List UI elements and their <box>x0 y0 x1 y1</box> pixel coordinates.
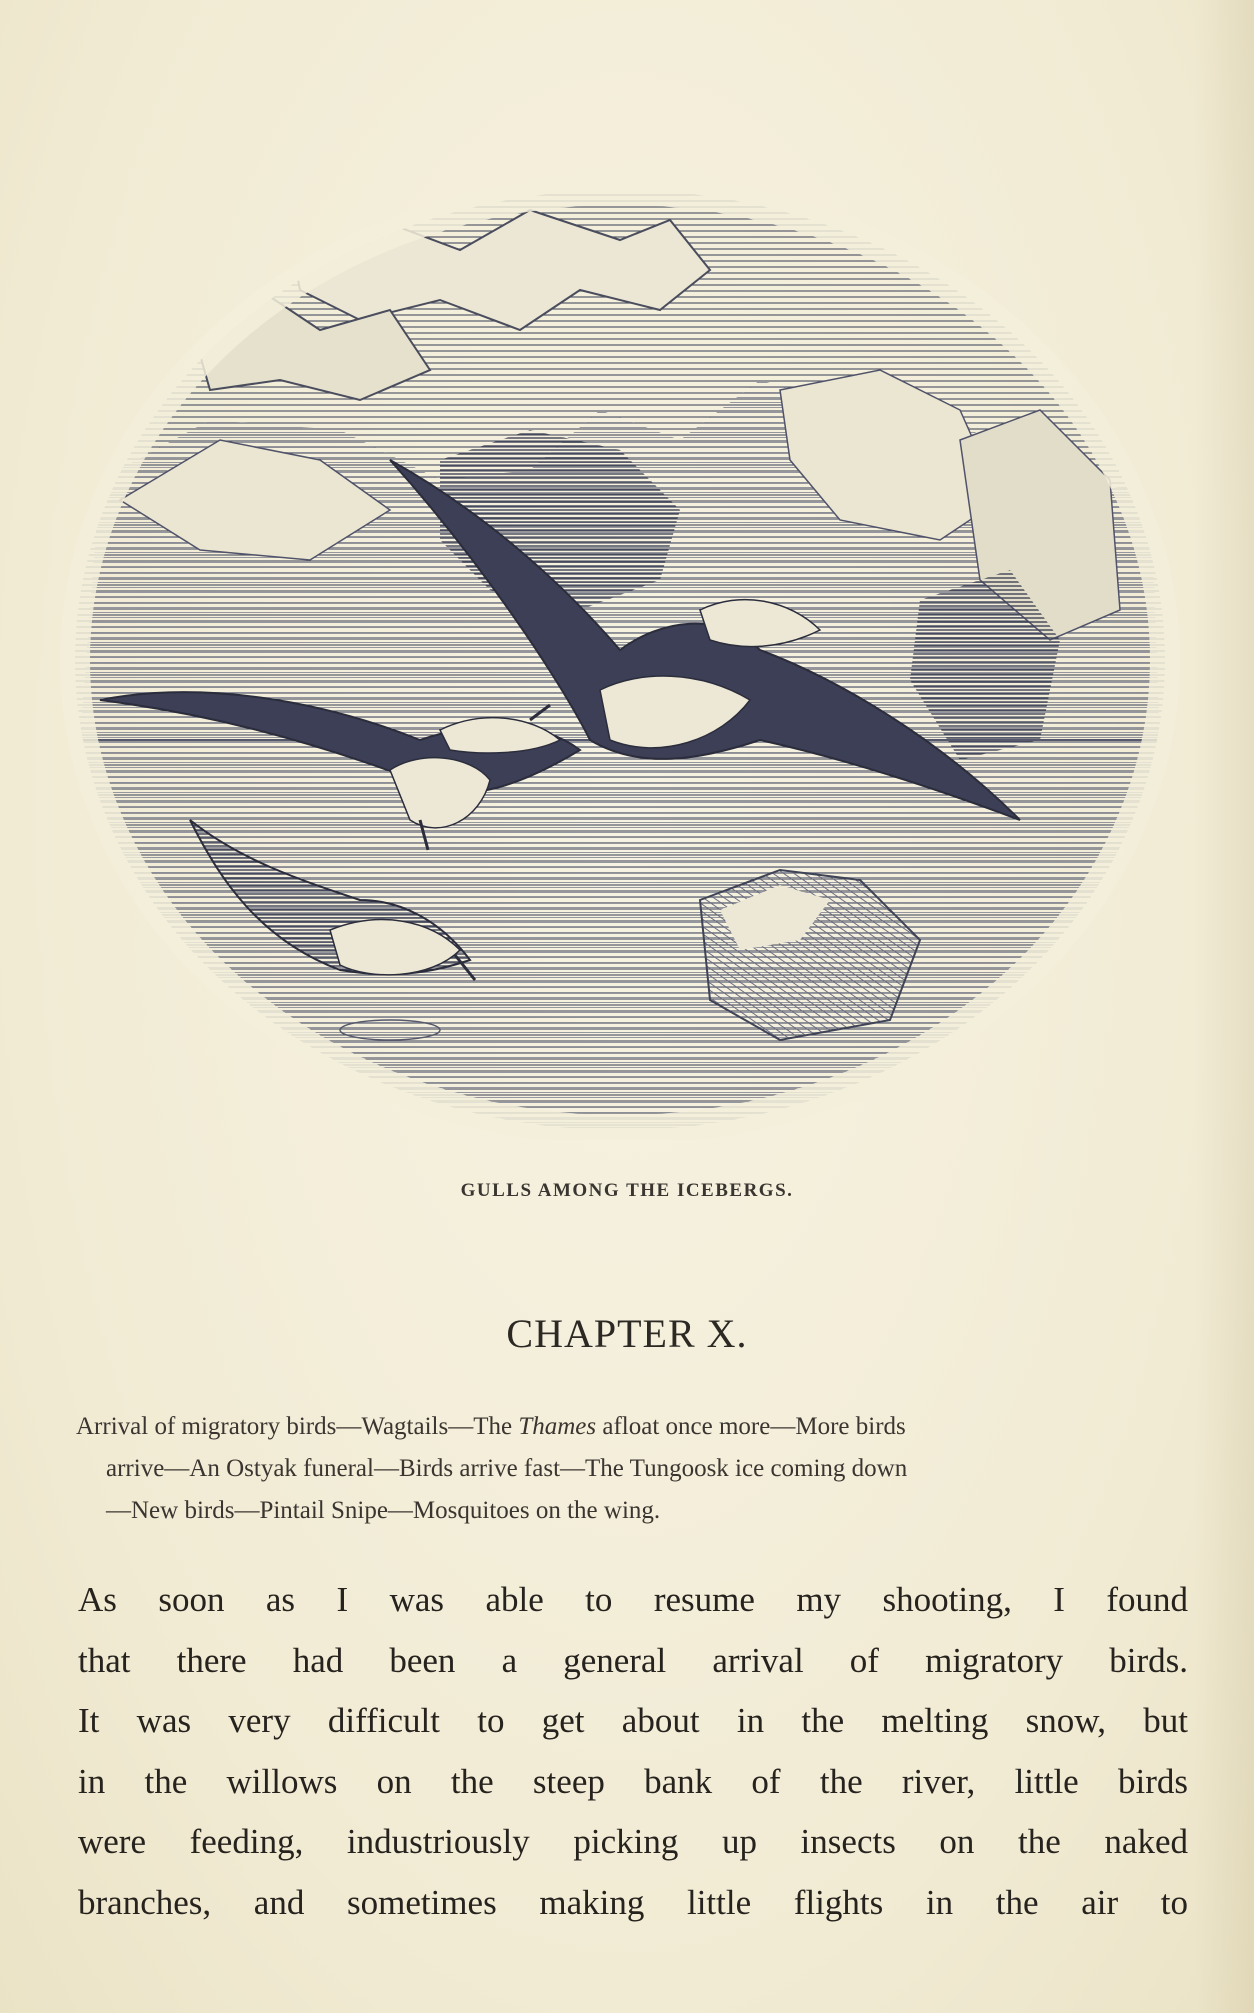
synopsis-line: Arrival of migratory birds—Wagtails—The Thames afloat once more—More birds <box>76 1413 906 1440</box>
body-line: branches, and sometimes making little flights in the air to <box>78 1882 1188 1922</box>
body-line: As soon as I was able to resume my shooting, I found <box>78 1580 1188 1619</box>
synopsis-line: —New birds—Pintail Snipe—Mosquitoes on the wing. <box>106 1497 661 1524</box>
body-line: that there had been a general arrival of migratory birds. <box>78 1640 1188 1680</box>
body-line: It was very difficult to get about in the melting snow, but <box>78 1701 1188 1740</box>
body-line: in the willows on the steep bank of the river, little birds <box>78 1761 1188 1801</box>
body-line: were feeding, industriously picking up insects on the naked <box>78 1822 1188 1861</box>
chapter-synopsis <box>76 1406 1186 1532</box>
synopsis-line: arrive—An Ostyak funeral—Birds arrive fast—The Tungoosk ice coming down <box>106 1455 908 1482</box>
water-surface <box>60 740 1180 1140</box>
engraving-illustration <box>60 180 1180 1140</box>
page-gutter-shade <box>1194 0 1254 2013</box>
illustration-caption: GULLS AMONG THE ICEBERGS. <box>460 1180 794 1201</box>
chapter-title: CHAPTER X. <box>506 1311 748 1356</box>
body-paragraph <box>78 1570 1188 1933</box>
